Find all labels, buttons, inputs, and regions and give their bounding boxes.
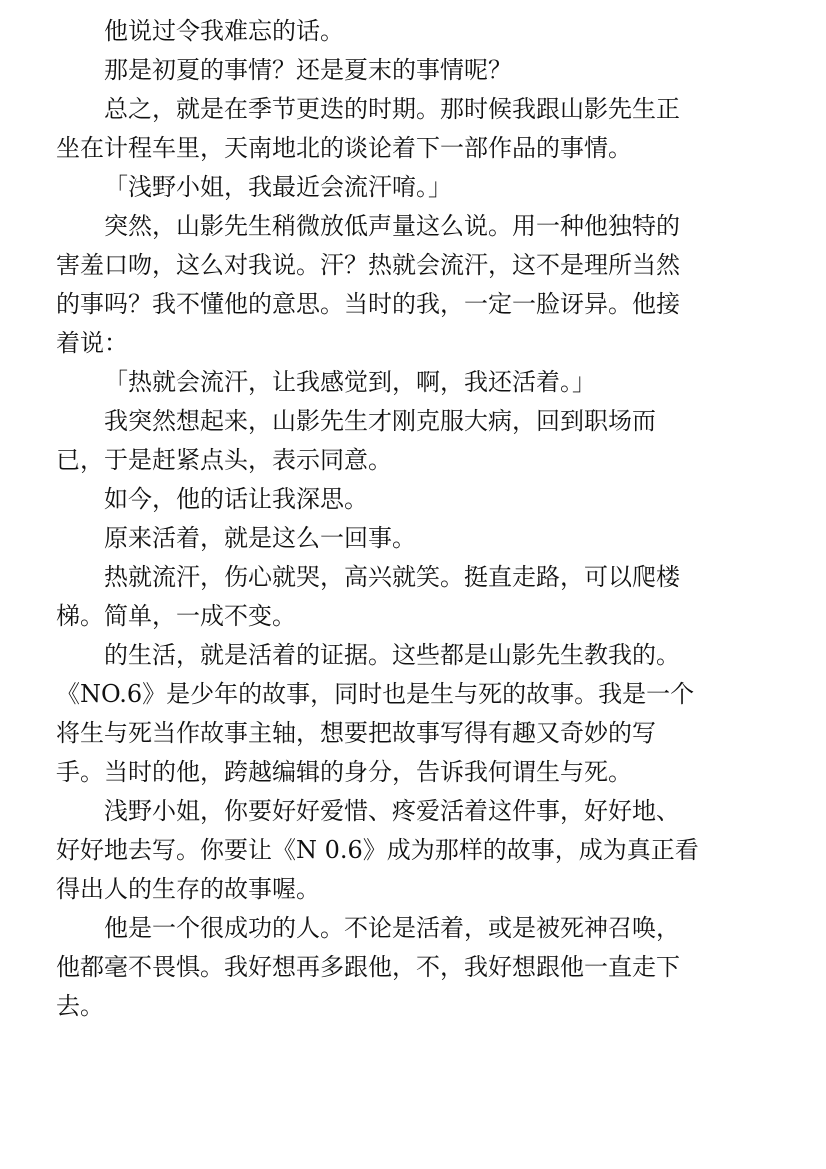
text-line: 我突然想起来，山影先生才刚克服大病，回到职场而 [104, 407, 656, 435]
paragraph-3 [56, 90, 772, 168]
paragraph-1 [56, 12, 772, 51]
text-line: 好好地去写。你要让《N 0.6》成为那样的故事，成为真正看 [56, 836, 699, 864]
text-line: 总之，就是在季节更迭的时期。那时候我跟山影先生正 [104, 95, 680, 123]
text-line: 那是初夏的事情？还是夏末的事情呢？ [104, 56, 512, 84]
text-line: 着说： [56, 329, 128, 357]
text-line: 热就流汗，伤心就哭，高兴就笑。挺直走路，可以爬楼 [104, 563, 680, 591]
text-line: 原来活着，就是这么一回事。 [104, 524, 416, 552]
paragraph-12 [56, 792, 772, 909]
text-line: 的生活，就是活着的证据。这些都是山影先生教我的。 [104, 641, 680, 669]
text-line: 如今，他的话让我深思。 [104, 485, 368, 513]
text-line: 得出人的生存的故事喔。 [56, 875, 320, 903]
text-line: 他说过令我难忘的话。 [104, 17, 344, 45]
paragraph-7 [56, 402, 772, 480]
text-line: 已，于是赶紧点头，表示同意。 [56, 446, 392, 474]
text-line: 害羞口吻，这么对我说。汗？热就会流汗，这不是理所当然 [56, 251, 680, 279]
paragraph-10 [56, 558, 772, 636]
text-line: 浅野小姐，你要好好爱惜、疼爱活着这件事，好好地、 [104, 797, 680, 825]
paragraph-4 [56, 168, 772, 207]
paragraph-9 [56, 519, 772, 558]
text-line: 「浅野小姐，我最近会流汗唷。」 [104, 173, 452, 201]
text-line: 去。 [56, 992, 104, 1020]
paragraph-6 [56, 363, 772, 402]
paragraph-5 [56, 207, 772, 363]
text-line: 他都毫不畏惧。我好想再多跟他，不，我好想跟他一直走下 [56, 953, 680, 981]
paragraph-13 [56, 909, 772, 1026]
paragraph-2 [56, 51, 772, 90]
text-line: 坐在计程车里，天南地北的谈论着下一部作品的事情。 [56, 134, 632, 162]
text-line: 他是一个很成功的人。不论是活着，或是被死神召唤， [104, 914, 680, 942]
text-line: 突然，山影先生稍微放低声量这么说。用一种他独特的 [104, 212, 680, 240]
text-line: 「热就会流汗，让我感觉到，啊，我还活着。」 [104, 368, 596, 396]
paragraph-8 [56, 480, 772, 519]
text-line: 将生与死当作故事主轴，想要把故事写得有趣又奇妙的写 [56, 719, 656, 747]
text-line: 梯。简单，一成不变。 [56, 602, 296, 630]
document-page [56, 12, 772, 1026]
text-line: 手。当时的他，跨越编辑的身分，告诉我何谓生与死。 [56, 758, 632, 786]
text-line: 的事吗？我不懂他的意思。当时的我，一定一脸讶异。他接 [56, 290, 680, 318]
paragraph-11 [56, 636, 772, 792]
text-line: 《NO.6》是少年的故事，同时也是生与死的故事。我是一个 [56, 680, 695, 708]
